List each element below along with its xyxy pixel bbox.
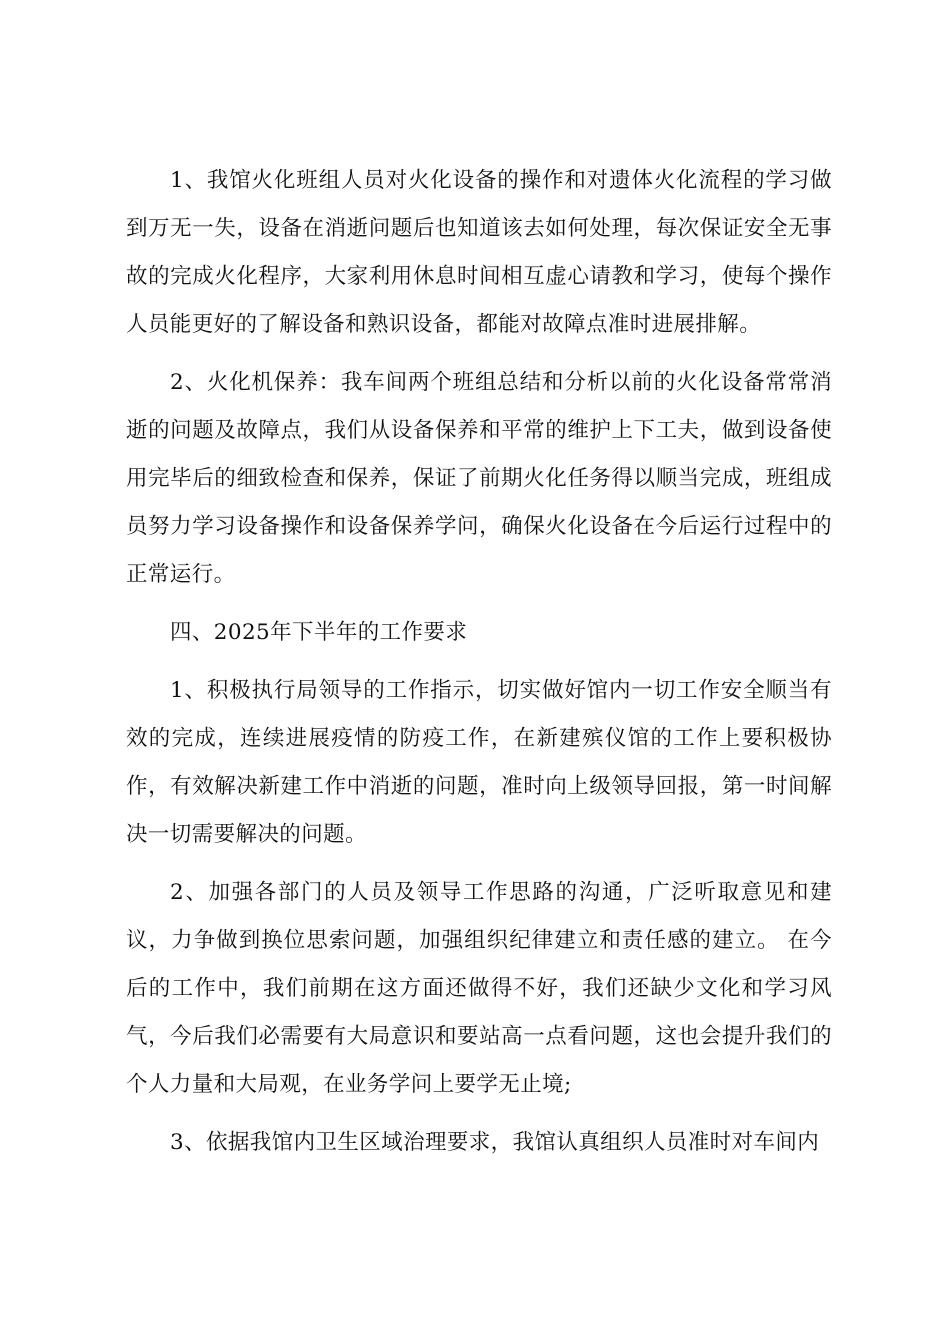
paragraph-strengthen-communication: 2、加强各部门的人员及领导工作思路的沟通，广泛听取意见和建议，力争做到换位思索问题，加强组织纪律建立和责任感的建立。 在今后的工作中，我们前期在这方面还做得不好，我们还缺少文化和学习风气，今后我们必需要有大局意识和要站高一点看问题，这也会提升我们的个人力量和大局观，在业务学问上要学无止境; [126, 880, 832, 1097]
paragraph-execute-instructions: 1、积极执行局领导的工作指示，切实做好馆内一切工作安全顺当有效的完成，连续进展疫情的防疫工作，在新建殡仪馆的工作上要积极协作，有效解决新建工作中消逝的问题，准时向上级领导回报，第一时间解决一切需要解决的问题。 [126, 678, 832, 847]
paragraph-hygiene-management: 3、依据我馆内卫生区域治理要求，我馆认真组织人员准时对车间内 [170, 1130, 820, 1155]
document-body [126, 157, 832, 1177]
paragraph-cremator-maintenance: 2、火化机保养：我车间两个班组总结和分析以前的火化设备常常消逝的问题及故障点，我们从设备保养和平常的维护上下工夫，做到设备使用完毕后的细致检查和保养，保证了前期火化任务得以顺当完成，班组成员努力学习设备操作和设备保养学问，确保火化设备在今后运行过程中的正常运行。 [126, 370, 832, 587]
paragraph-cremation-team-training: 1、我馆火化班组人员对火化设备的操作和对遗体火化流程的学习做到万无一失，设备在消逝问题后也知道该去如何处理，每次保证安全无事故的完成火化程序，大家利用休息时间相互虚心请教和学习，使每个操作人员能更好的了解设备和熟识设备，都能对故障点准时进展排解。 [126, 168, 832, 337]
section-heading-second-half-requirements: 四、2025年下半年的工作要求 [170, 620, 468, 645]
